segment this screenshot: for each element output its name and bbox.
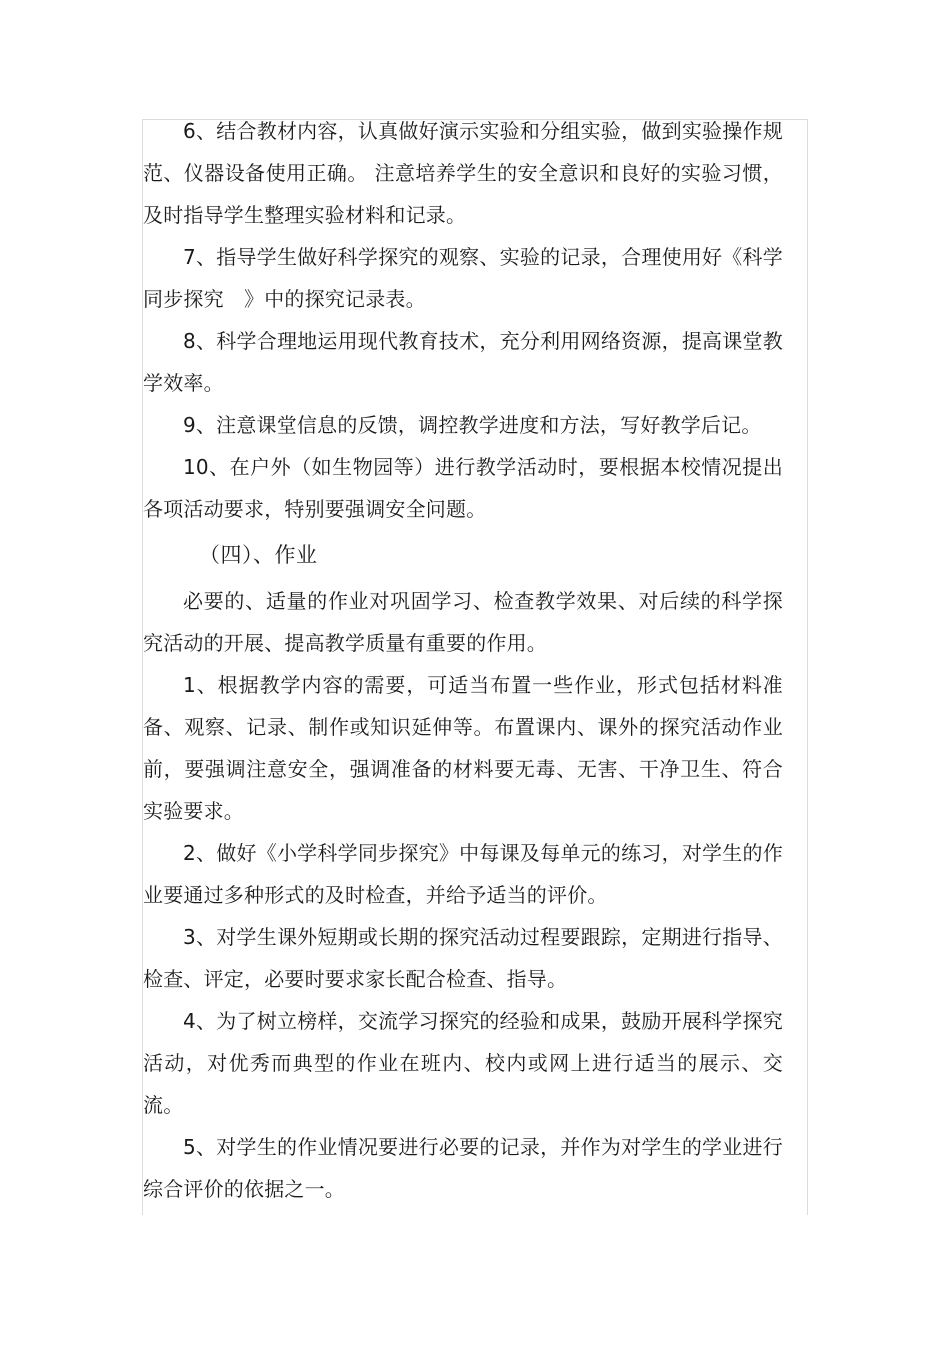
homework-item-3: 3、对学生课外短期或长期的探究活动过程要跟踪，定期进行指导、检查、评定，必要时要求家长配合检查、指导。 — [143, 925, 783, 991]
paragraph-item-6: 6、结合教材内容，认真做好演示实验和分组实验，做到实验操作规范、仪器设备使用正确。 注意培养学生的安全意识和良好的实验习惯，及时指导学生整理实验材料和记录。 — [143, 119, 783, 227]
paragraph-item-8: 8、科学合理地运用现代教育技术，充分利用网络资源，提高课堂教学效率。 — [143, 329, 783, 395]
homework-item-1: 1、根据教学内容的需要，可适当布置一些作业，形式包括材料准备、观察、记录、制作或知识延伸等。布置课内、课外的探究活动作业前，要强调注意安全，强调准备的材料要无毒、无害、干净卫生、符合实验要求。 — [143, 673, 783, 823]
homework-item-4: 4、为了树立榜样，交流学习探究的经验和成果，鼓励开展科学探究活动，对优秀而典型的作业在班内、校内或网上进行适当的展示、交流。 — [143, 1009, 783, 1117]
homework-item-2: 2、做好《小学科学同步探究》中每课及每单元的练习，对学生的作业要通过多种形式的及时检查，并给予适当的评价。 — [143, 841, 783, 907]
paragraph-item-10: 10、在户外（如生物园等）进行教学活动时，要根据本校情况提出各项活动要求，特别要强调安全问题。 — [143, 455, 783, 521]
homework-item-5: 5、对学生的作业情况要进行必要的记录，并作为对学生的学业进行综合评价的依据之一。 — [143, 1135, 783, 1201]
homework-intro-paragraph: 必要的、适量的作业对巩固学习、检查教学效果、对后续的科学探究活动的开展、提高教学质量有重要的作用。 — [143, 589, 783, 655]
document-body — [143, 110, 783, 1210]
paragraph-item-7: 7、指导学生做好科学探究的观察、实验的记录，合理使用好《科学同步探究 》中的探究记录表。 — [143, 245, 783, 311]
page-frame-right-border — [807, 119, 808, 1215]
section-heading-homework: （四）、作业 — [199, 543, 318, 567]
paragraph-item-9: 9、注意课堂信息的反馈，调控教学进度和方法，写好教学后记。 — [183, 413, 762, 437]
